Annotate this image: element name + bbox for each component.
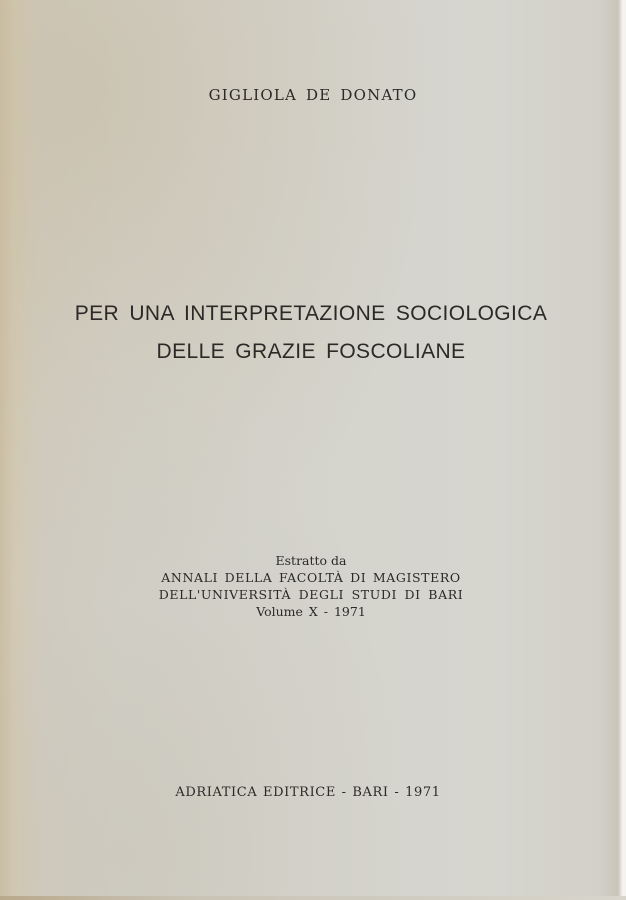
extract-journal: ANNALI DELLA FACOLTÀ DI MAGISTERO (161, 570, 461, 585)
author-name: GIGLIOLA DE DONATO (208, 86, 418, 104)
title-line-1: PER UNA INTERPRETAZIONE SOCIOLOGICA (74, 302, 548, 325)
page-edge-right (622, 0, 626, 900)
publisher-imprint: ADRIATICA EDITRICE - BARI - 1971 (175, 785, 441, 800)
extract-label: Estratto da (275, 553, 347, 568)
extract-volume: Volume X - 1971 (256, 604, 366, 619)
page-edge-bottom (0, 896, 626, 900)
title-line-2: DELLE GRAZIE FOSCOLIANE (156, 340, 466, 363)
extract-university: DELL'UNIVERSITÀ DEGLI STUDI DI BARI (158, 587, 464, 602)
